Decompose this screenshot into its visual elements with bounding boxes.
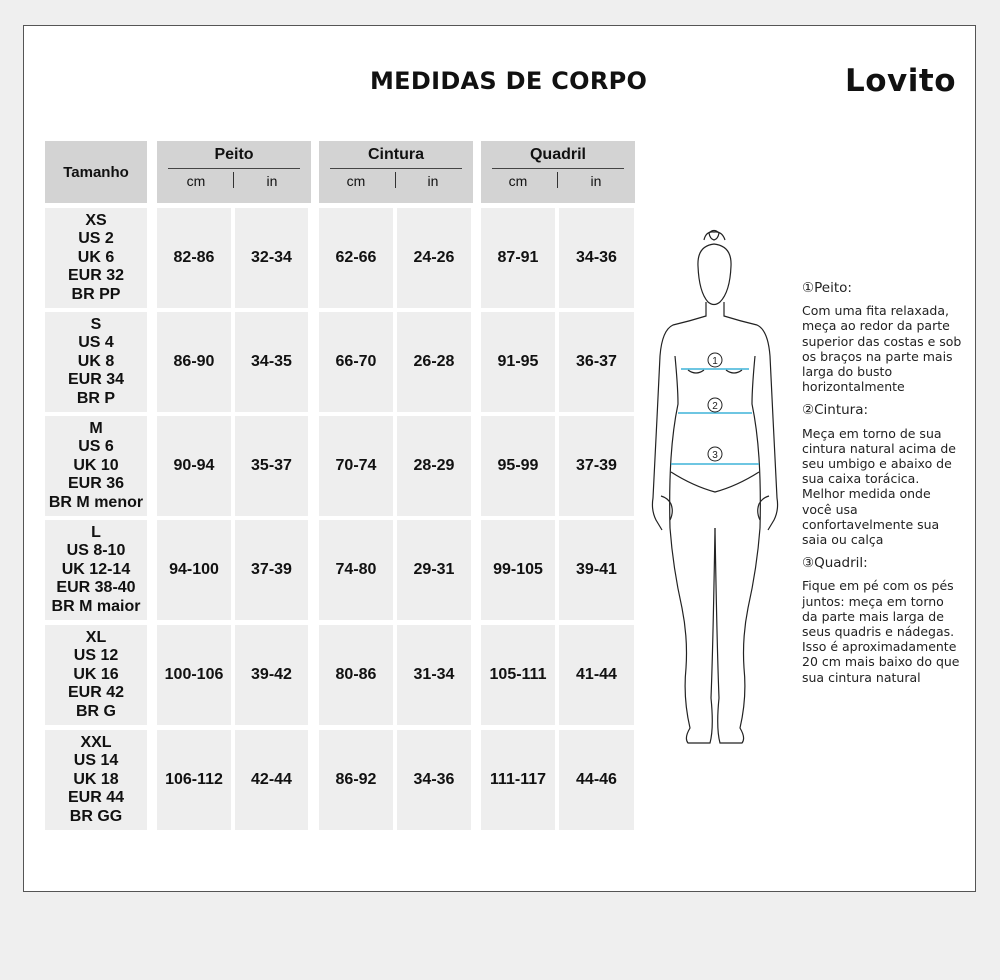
waist-cm-cell: 62-66 [319, 208, 393, 308]
waist-in-cell: 28-29 [397, 416, 471, 516]
size-label-line: S [90, 315, 102, 333]
waist-column-header [319, 141, 473, 203]
size-label-line: US 6 [78, 438, 114, 456]
hip-cm-cell: 91-95 [481, 312, 555, 412]
chest-marker-label: 1 [712, 356, 718, 367]
chest-cm-cell: 106-112 [157, 730, 231, 830]
waist-cm-cell: 86-92 [319, 730, 393, 830]
hip-note-title: ③Quadril: [802, 555, 868, 572]
chest-cm-cell: 100-106 [157, 625, 231, 725]
hip-marker-label: 3 [712, 450, 718, 461]
waist-in-cell: 34-36 [397, 730, 471, 830]
chest-in-cell: 39-42 [235, 625, 308, 725]
size-label-line: EUR 44 [67, 789, 125, 807]
size-cell [45, 208, 147, 308]
chest-cm-cell: 82-86 [157, 208, 231, 308]
size-label-line: EUR 38-40 [56, 579, 136, 597]
size-label-line: BR G [76, 702, 116, 720]
waist-cm-cell: 66-70 [319, 312, 393, 412]
chest-column-header [157, 141, 311, 203]
size-label-line: UK 8 [77, 352, 115, 370]
chest-unit-in: in [266, 173, 278, 189]
size-label-line: BR M menor [48, 493, 144, 511]
waist-note-title: ②Cintura: [802, 402, 869, 419]
size-label-line: BR PP [71, 285, 121, 303]
waist-marker-label: 2 [712, 401, 718, 412]
size-label-line: EUR 36 [67, 475, 125, 493]
chest-cm-cell: 94-100 [157, 520, 231, 620]
hip-column-header [481, 141, 635, 203]
body-figure-illustration [648, 228, 788, 748]
header-divider [168, 168, 300, 169]
unit-separator [395, 172, 396, 188]
size-label-line: UK 10 [73, 456, 119, 474]
waist-cm-cell: 70-74 [319, 416, 393, 516]
hip-unit-cm: cm [508, 173, 528, 189]
chest-in-cell: 34-35 [235, 312, 308, 412]
chest-note-body: Com uma fita relaxada, meça ao redor da parte superior das costas e sob os braços na parte mais larga do busto horizontalmente [802, 303, 962, 395]
unit-separator [557, 172, 558, 188]
hip-in-cell: 44-46 [559, 730, 634, 830]
size-label-line: EUR 34 [67, 371, 125, 389]
size-label-line: US 8-10 [66, 542, 126, 560]
hip-in-cell: 39-41 [559, 520, 634, 620]
size-label-line: XS [85, 211, 107, 229]
size-label-line: XL [85, 628, 107, 646]
size-label-line: US 2 [78, 230, 114, 248]
size-label-line: US 14 [73, 752, 119, 770]
size-label-line: BR P [76, 389, 116, 407]
size-label-line: M [89, 419, 103, 437]
size-cell [45, 312, 147, 412]
hip-in-cell: 36-37 [559, 312, 634, 412]
brand-logo: Lovito [845, 63, 957, 99]
chest-in-cell: 42-44 [235, 730, 308, 830]
header-divider [492, 168, 624, 169]
hip-header-label: Quadril [529, 146, 586, 163]
hip-in-cell: 34-36 [559, 208, 634, 308]
hip-in-cell: 37-39 [559, 416, 634, 516]
chest-header-label: Peito [214, 146, 254, 163]
size-label-line: BR M maior [51, 597, 141, 615]
hip-cm-cell: 111-117 [481, 730, 555, 830]
waist-in-cell: 26-28 [397, 312, 471, 412]
chest-in-cell: 32-34 [235, 208, 308, 308]
size-cell [45, 520, 147, 620]
size-label-line: BR GG [69, 807, 123, 825]
waist-in-cell: 31-34 [397, 625, 471, 725]
hip-in-cell: 41-44 [559, 625, 634, 725]
hip-cm-cell: 99-105 [481, 520, 555, 620]
size-label-line: UK 18 [73, 770, 119, 788]
header-divider [330, 168, 462, 169]
waist-unit-cm: cm [346, 173, 366, 189]
unit-separator [233, 172, 234, 188]
size-label-line: UK 6 [77, 248, 115, 266]
hip-note-body: Fique em pé com os pés juntos: meça em torno da parte mais larga de seus quadris e nádegas. Isso é aproximadamente 20 cm mais baixo do que sua cintura natural [802, 578, 960, 685]
chest-unit-cm: cm [186, 173, 206, 189]
waist-in-cell: 29-31 [397, 520, 471, 620]
size-label-line: UK 12-14 [61, 560, 131, 578]
size-label-line: US 4 [78, 334, 114, 352]
waist-note-body: Meça em torno de sua cintura natural acima de seu umbigo e abaixo de sua caixa torácica. Melhor medida onde você usa confortavelmente sua saia ou calça [802, 425, 956, 548]
size-column-header: Tamanho [45, 141, 147, 203]
hip-unit-in: in [590, 173, 602, 189]
size-label-line: XXL [80, 733, 112, 751]
size-label-line: EUR 42 [67, 684, 125, 702]
size-label-line: US 12 [73, 647, 119, 665]
waist-unit-in: in [427, 173, 439, 189]
chest-cm-cell: 90-94 [157, 416, 231, 516]
page-title: MEDIDAS DE CORPO [370, 67, 648, 95]
waist-cm-cell: 74-80 [319, 520, 393, 620]
size-cell [45, 416, 147, 516]
size-cell [45, 730, 147, 830]
body-outline [652, 231, 777, 744]
waist-cm-cell: 80-86 [319, 625, 393, 725]
chest-note-title: ①Peito: [802, 280, 852, 296]
hip-cm-cell: 105-111 [481, 625, 555, 725]
chest-cm-cell: 86-90 [157, 312, 231, 412]
size-cell [45, 625, 147, 725]
size-label-line: L [91, 523, 101, 541]
hip-cm-cell: 95-99 [481, 416, 555, 516]
waist-header-label: Cintura [368, 146, 424, 163]
size-label-line: UK 16 [73, 665, 119, 683]
chest-in-cell: 35-37 [235, 416, 308, 516]
chest-in-cell: 37-39 [235, 520, 308, 620]
waist-in-cell: 24-26 [397, 208, 471, 308]
size-label-line: EUR 32 [67, 267, 125, 285]
measurement-notes [802, 281, 962, 694]
hip-cm-cell: 87-91 [481, 208, 555, 308]
